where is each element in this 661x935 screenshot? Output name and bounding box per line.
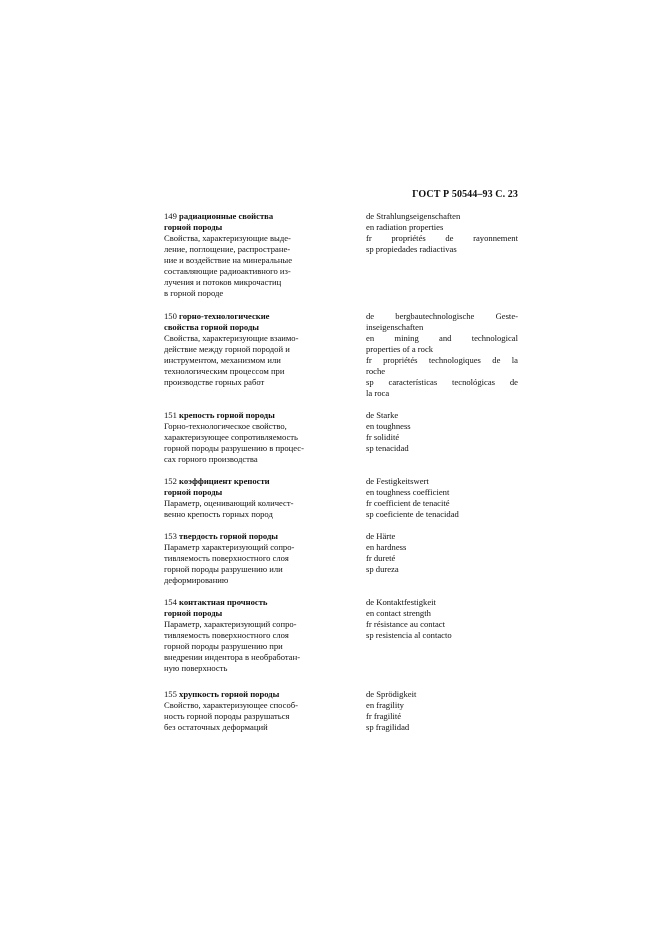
definition-line: горной породы разрушению в процес-: [164, 443, 304, 453]
entry-translations-column: [366, 597, 518, 641]
term-line: [164, 410, 354, 421]
translation-line: sp características tecnológicas de: [366, 377, 518, 387]
translation-line: sp coeficiente de tenacidad: [366, 509, 459, 519]
definition-line: в горной породе: [164, 288, 224, 298]
translation-line: fr résistance au contact: [366, 619, 445, 629]
entry-russian-column: [164, 211, 354, 299]
entry-russian-column: [164, 597, 354, 674]
term-text: коэффициент крепости: [179, 476, 270, 486]
term-line: [164, 311, 354, 322]
term-line: [164, 222, 354, 233]
definition-line: горной породы разрушению при: [164, 641, 283, 651]
term-text: горно-технологические: [179, 311, 270, 321]
definition-line: Параметр, оценивающий количест-: [164, 498, 294, 508]
term-line: [164, 531, 354, 542]
entry-number: 154: [164, 597, 177, 607]
translation-line: fr propriétés technologiques de la: [366, 355, 518, 365]
definition-line: Свойства, характеризующие взаимо-: [164, 333, 299, 343]
definition-line: деформированию: [164, 575, 229, 585]
definition-line: ние и воздействие на минеральные: [164, 255, 293, 265]
entry-number: 152: [164, 476, 177, 486]
definition-line: горной породы разрушению или: [164, 564, 283, 574]
translation-line: properties of a rock: [366, 344, 434, 354]
translation-line: de Sprödigkeit: [366, 689, 417, 699]
entry-translations-column: [366, 531, 518, 575]
entry-number: 153: [164, 531, 177, 541]
entry-translations-column: [366, 410, 518, 454]
term-line: [164, 597, 354, 608]
term-text: контактная прочность: [179, 597, 268, 607]
term-line: [164, 476, 354, 487]
definition-line: производстве горных работ: [164, 377, 265, 387]
definition-line: Параметр, характеризующий сопро-: [164, 619, 297, 629]
translation-line: de bergbautechnologische Geste-: [366, 311, 518, 321]
translation-line: sp tenacidad: [366, 443, 409, 453]
entry-translations-column: [366, 689, 518, 733]
translation-line: en fragility: [366, 700, 404, 710]
translation-line: en toughness coefficient: [366, 487, 450, 497]
translation-line: sp resistencia al contacto: [366, 630, 452, 640]
entry-russian-column: [164, 476, 354, 520]
definition-line: лучения и потоков микрочастиц: [164, 277, 282, 287]
translation-line: sp dureza: [366, 564, 399, 574]
translation-line: de Strahlungseigenschaften: [366, 211, 461, 221]
term-text: радиационные свойства: [179, 211, 274, 221]
definition-line: ление, поглощение, распростране-: [164, 244, 291, 254]
definition-line: составляющие радиоактивного из-: [164, 266, 291, 276]
definition-line: характеризующее сопротивляемость: [164, 432, 298, 442]
term-text: горной породы: [164, 608, 223, 618]
definition-line: Свойство, характеризующее способ-: [164, 700, 299, 710]
definition-line: ную поверхность: [164, 663, 228, 673]
definition-line: ность горной породы разрушаться: [164, 711, 290, 721]
translation-line: sp fragilidad: [366, 722, 410, 732]
translation-line: fr propriétés de rayonnement: [366, 233, 518, 243]
translation-line: de Kontaktfestigkeit: [366, 597, 436, 607]
term-text: твердость горной породы: [179, 531, 279, 541]
definition-line: действие между горной породой и: [164, 344, 290, 354]
entry-number: 150: [164, 311, 177, 321]
definition-line: тивляемость поверхностного слоя: [164, 630, 289, 640]
entry-russian-column: [164, 311, 354, 388]
translation-line: en contact strength: [366, 608, 431, 618]
term-line: [164, 211, 354, 222]
term-text: крепость горной породы: [179, 410, 275, 420]
entry-number: 151: [164, 410, 177, 420]
term-line: [164, 689, 354, 700]
translation-line: fr coefficient de tenacité: [366, 498, 450, 508]
translation-line: fr dureté: [366, 553, 396, 563]
translation-line: en hardness: [366, 542, 407, 552]
entry-russian-column: [164, 689, 354, 733]
translation-line: de Festigkeitswert: [366, 476, 429, 486]
definition-line: без остаточных деформаций: [164, 722, 268, 732]
entry-translations-column: [366, 476, 518, 520]
translation-line: en radiation properties: [366, 222, 444, 232]
page-header: ГОСТ Р 50544–93 С. 23: [412, 189, 518, 200]
translation-line: en toughness: [366, 421, 411, 431]
definition-line: Параметр характеризующий сопро-: [164, 542, 295, 552]
entry-translations-column: [366, 311, 518, 399]
entry-russian-column: [164, 410, 354, 465]
definition-line: Горно-технологическое свойство,: [164, 421, 287, 431]
entry-translations-column: [366, 211, 518, 255]
definition-line: инструментом, механизмом или: [164, 355, 281, 365]
definition-line: внедрении индентора в необработан-: [164, 652, 301, 662]
translation-line: sp propiedades radiactivas: [366, 244, 457, 254]
definition-line: Свойства, характеризующие выде-: [164, 233, 291, 243]
translation-line: fr fragilité: [366, 711, 402, 721]
definition-line: технологическим процессом при: [164, 366, 285, 376]
term-line: [164, 487, 354, 498]
definition-line: венно крепость горных пород: [164, 509, 273, 519]
term-line: [164, 322, 354, 333]
translation-line: la roca: [366, 388, 390, 398]
term-text: свойства горной породы: [164, 322, 260, 332]
term-text: хрупкость горной породы: [179, 689, 280, 699]
translation-line: en mining and technological: [366, 333, 518, 343]
term-line: [164, 608, 354, 619]
translation-line: de Starke: [366, 410, 399, 420]
entry-russian-column: [164, 531, 354, 586]
translation-line: fr solidité: [366, 432, 400, 442]
translation-line: de Härte: [366, 531, 396, 541]
term-text: горной породы: [164, 487, 223, 497]
translation-line: roche: [366, 366, 386, 376]
entry-number: 155: [164, 689, 177, 699]
definition-line: сах горного производства: [164, 454, 258, 464]
translation-line: inseigenschaften: [366, 322, 424, 332]
term-text: горной породы: [164, 222, 223, 232]
entry-number: 149: [164, 211, 177, 221]
definition-line: тивляемость поверхностного слоя: [164, 553, 289, 563]
